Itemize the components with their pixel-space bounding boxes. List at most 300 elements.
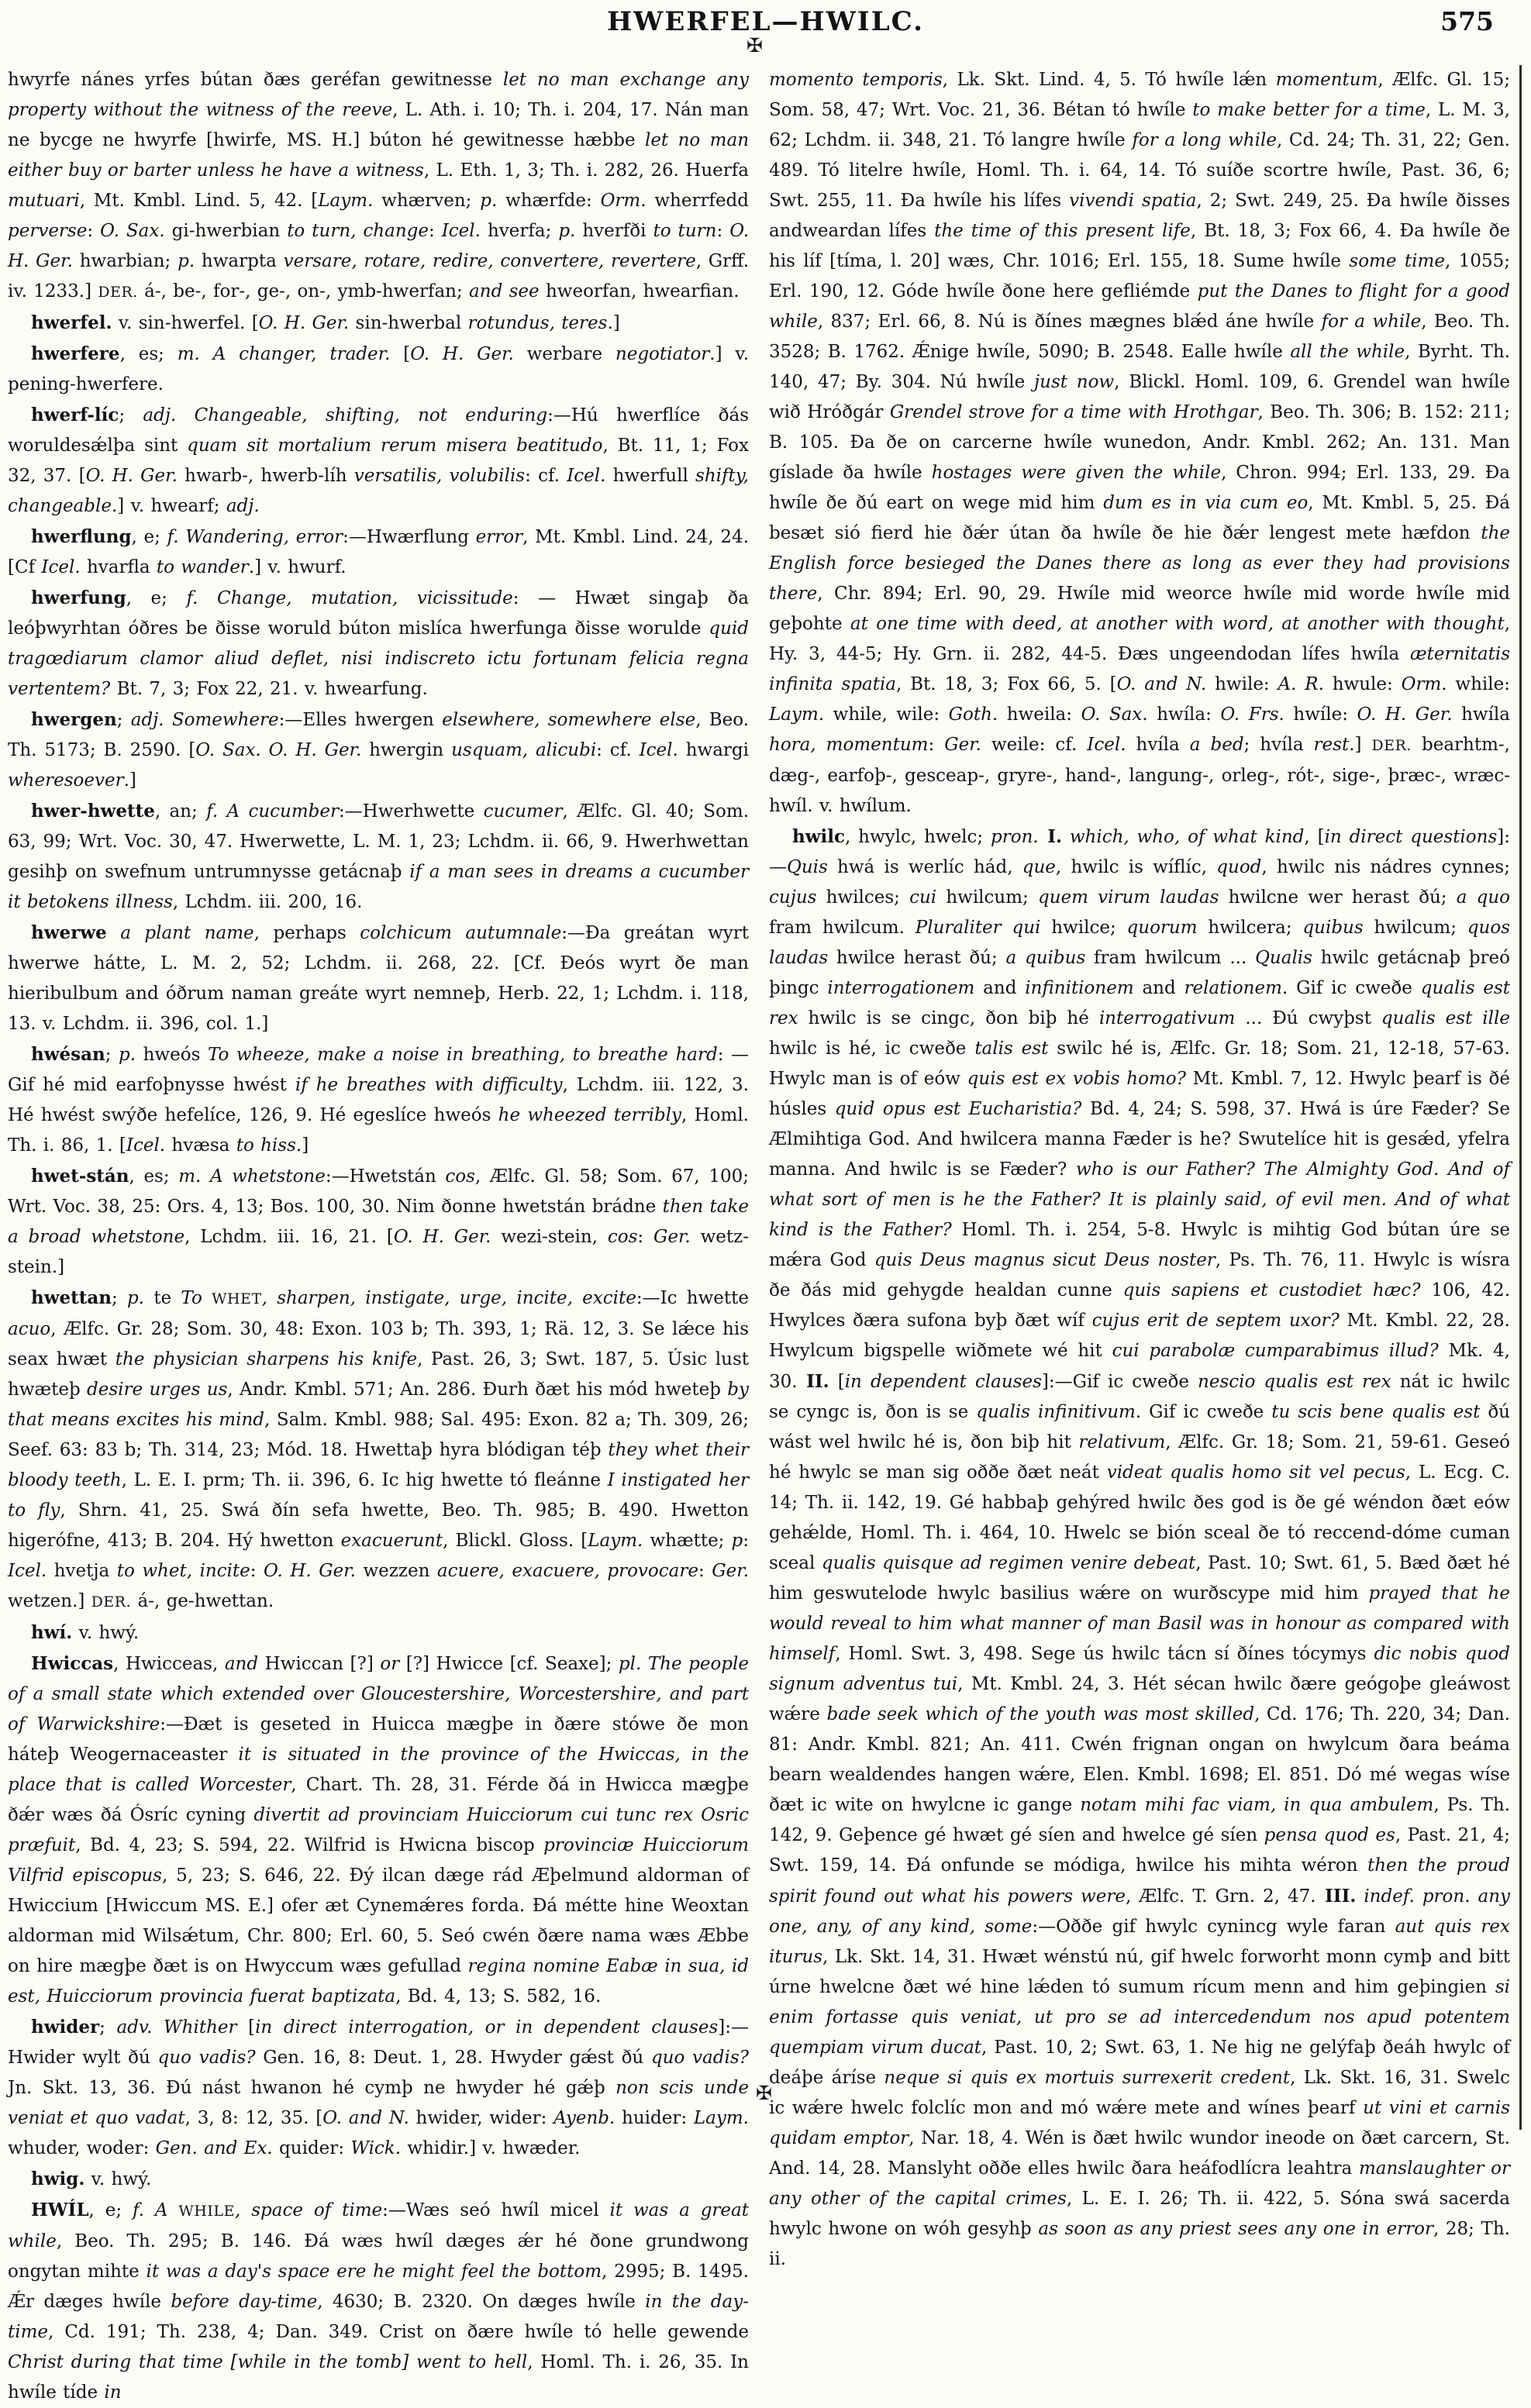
headword: I.: [1047, 826, 1062, 847]
text-run: , Salm. Kmbl. 988; Sal. 495: Exon. 82 a; Th. 309, 26; Seef. 63: 83 b; Th. 314, 23; Mód. 18. Hwettaþ hyra blódigan téþ: [8, 1410, 749, 1460]
text-run: , L. E. I. 26; Th. ii. 422, 5. Sóna swá sacerda hwylc hwone on wóh gesyhþ: [769, 2189, 1510, 2239]
text-run: ;: [105, 1045, 119, 1065]
text-run: , Homl. Th. i. 26, 35. In hwíle tíde: [8, 2352, 749, 2403]
text-run: : cf.: [596, 740, 640, 760]
text-run: O. H. Ger.: [264, 1561, 356, 1581]
text-run: , [: [1304, 827, 1325, 847]
text-run: error: [475, 527, 523, 547]
text-run: hwergin: [361, 740, 452, 760]
text-run: adv. Whither: [116, 2017, 237, 2038]
text-run: quibus: [1302, 918, 1364, 938]
text-run: WHILE: [178, 2203, 235, 2220]
headword: hwí.: [31, 1622, 73, 1643]
text-run: hwilc is se cingc, ðon biþ hé: [798, 1008, 1099, 1028]
text-run: hwilc is hé, ic cweðe: [769, 1039, 975, 1059]
text-run: Ger.: [944, 735, 981, 755]
text-run: :: [716, 221, 730, 241]
text-run: in: [104, 2382, 122, 2403]
text-run: weile: cf.: [981, 735, 1088, 755]
text-run: , Bt. 11, 1; Fox 32, 37. [: [8, 436, 749, 486]
dictionary-entry: [8, 339, 749, 400]
text-run: :: [250, 1561, 264, 1581]
text-run: quis sapiens et custodiet hæc?: [1122, 1280, 1421, 1300]
text-run: , Homl. Swt. 3, 498. Sege ús hwilc tácn sí ðínes tócymys: [835, 1644, 1374, 1664]
text-run: O. Frs.: [1220, 704, 1284, 725]
text-run: :—Hwærflung: [343, 527, 476, 547]
text-run: Grendel strove for a time with Hrothgar: [889, 402, 1258, 422]
text-run: rest: [1313, 735, 1350, 755]
headword: Hwiccas: [31, 1653, 114, 1674]
text-run: DER.: [1371, 737, 1412, 754]
dictionary-entry: [8, 522, 749, 583]
text-run: a quo: [1456, 887, 1510, 908]
text-run: , Beo. Th. 306; B. 152: 211; B. 105. Ða ðe on carcerne hwíle wunedon, Andr. Kmbl. 262; An. 131. Man gíslade ða hwíle: [769, 402, 1510, 483]
text-run: notam mihi fac viam, in qua ambulem: [1080, 1795, 1434, 1815]
text-run: a plant name: [120, 923, 254, 943]
text-run: , hwilc nis nádres cynnes;: [1261, 857, 1510, 877]
text-run: huider:: [615, 2108, 694, 2128]
text-run: , Ps. Th. 142, 9. Geþence gé hwæt gé síen and hwelce gé síen: [769, 1795, 1511, 1845]
text-run: Mk. 4, 30.: [769, 1341, 1510, 1392]
text-run: , e;: [88, 2200, 133, 2220]
text-run: : cf.: [525, 466, 567, 486]
text-run: aut quis rex iturus: [769, 1917, 1510, 1967]
text-run: , Cd. 176; Th. 220, 34; Dan. 81: Andr. Kmbl. 821; An. 411. Cwén frignan ongan on hwylcum ðara beáma bearn wealdendes hangen wǽre, Elen. Kmbl. 1698; El. 851. Dó mé wegas wíse ðæt ic wite on hwylcne ic gange: [769, 1704, 1510, 1815]
text-run: whidir.] v. hwæder.: [401, 2138, 581, 2158]
text-run: quam sit mortalium rerum misera beatitudo: [187, 436, 603, 456]
text-run: , Blickl. Gloss. [: [443, 1531, 588, 1551]
text-run: desire urges us: [87, 1380, 228, 1400]
text-run: , 4630; B. 2320. On dæges hwíle: [317, 2292, 646, 2312]
page-header: [0, 0, 1531, 65]
text-run: , Mt. Kmbl. 24, 3. Hét sécan hwilc ðære geógoþe gleáwost wǽre: [769, 1674, 1510, 1724]
text-run: it was a great while: [8, 2200, 749, 2251]
text-run: hwarpta: [195, 251, 284, 271]
text-run: , Mt. Kmbl. 5, 25. Ðá besæt sió fierd hie ðǽr útan ða hwíle ðe hie ðǽr lengest mete hæfdon: [769, 493, 1510, 543]
text-run: , 1055; Erl. 190, 12. Góde hwíle ðone here gefliémde: [769, 251, 1511, 301]
text-run: qualis infinitivum: [976, 1402, 1136, 1422]
text-run: , Ælfc. Gl. 40; Som. 63, 99; Wrt. Voc. 30, 47. Hwerwette, L. M. 1, 23; Lchdm. ii. 66, 9. Hwerhwettan gesihþ on swefnum untrumnysse getácnaþ: [8, 801, 750, 882]
text-run: hwargi: [678, 740, 749, 760]
text-run: Ger.: [712, 1561, 749, 1581]
text-run: Christ during that time [while in the tomb] went to hell: [8, 2352, 528, 2372]
text-run: hwilce herast ðú;: [828, 948, 1006, 968]
text-run: hwilcne wer herast ðú;: [1219, 887, 1457, 908]
text-run: :—Ða greátan wyrt hwerwe hátte, L. M. 2, 52; Lchdm. ii. 268, 22. [Cf. Ðeós wyrt ðe man hieribulbum and óðrum naman greáte wyrt nemneþ, Herb. 22, 1; Lchdm. i. 118, 13. v. Lchdm. ii. 396, col. 1.]: [8, 923, 749, 1034]
text-run: if he breathes with difficulty: [295, 1075, 563, 1095]
text-run: elsewhere, somewhere else: [442, 710, 696, 730]
text-run: in direct interrogation, or in dependent clauses: [255, 2017, 719, 2038]
text-run: , Cd. 191; Th. 238, 4; Dan. 349. Crist on ðære hwíle tó helle gewende: [48, 2322, 749, 2342]
text-run: : — Hwæt singaþ ða leóþwyrhtan óðres be ðisse woruld búton mislíca hwerfunga ðisse worulde: [8, 588, 750, 639]
text-run: [: [390, 344, 411, 364]
text-run: :: [87, 221, 101, 241]
text-run: , Lchdm. iii. 122, 3. Hé hwést swýðe hefelíce, 126, 9. Hé egeslíce hweós: [8, 1075, 749, 1125]
text-run: exacuerunt: [340, 1531, 443, 1551]
text-run: pl. The people of a small state which extended over Gloucestershire, Worcestershire, and part of Warwickshire: [8, 1654, 749, 1735]
text-run: ;: [99, 2017, 117, 2038]
text-run: Ger.: [653, 1227, 691, 1247]
text-run: Icel.: [1087, 735, 1126, 755]
text-run: as soon as any priest sees any one in error: [1038, 2219, 1433, 2239]
text-run: fram hwilcum ...: [1085, 948, 1256, 968]
text-run: Ayenb.: [553, 2108, 616, 2128]
text-run: prayed that he would reveal to him what manner of man Basil was in honour as compared with himself: [769, 1583, 1510, 1664]
text-run: videat qualis homo sit vel pecus: [1106, 1462, 1405, 1483]
text-run: , Hwicceas,: [113, 1654, 225, 1674]
text-run: O. Sax.: [100, 221, 165, 241]
text-run: :: [743, 1531, 750, 1551]
text-run: Pluraliter qui: [915, 918, 1041, 938]
text-run: and see: [469, 281, 540, 301]
text-run: [?] Hwicce [cf. Seaxe];: [399, 1654, 619, 1674]
text-run: regina nomine Eabæ in sua, id est, Huicciorum provincia fuerat baptizata: [8, 1956, 749, 2007]
text-run: pron.: [991, 827, 1039, 847]
text-run: :: [698, 1561, 712, 1581]
text-run: hwilcera;: [1197, 918, 1303, 938]
text-run: [1039, 827, 1048, 847]
text-run: O. H. Ger.: [258, 313, 350, 333]
text-run: cujus erit de septem uxor?: [1091, 1311, 1340, 1331]
text-run: it is situated in the province of the Hwiccas, in the place that is called Worcester: [8, 1745, 749, 1795]
dictionary-entry: [8, 704, 749, 796]
text-run: , Ps. Th. 76, 11. Hwylc is wísra ðe ðás mid gehygde healdan cunne: [769, 1250, 1511, 1300]
text-run: [: [236, 2017, 256, 2038]
text-run: hwíla:: [1147, 704, 1221, 725]
text-run: negotiator: [615, 344, 710, 364]
text-run: , L. M. 3, 62; Lchdm. ii. 348, 21. Tó langre hwíle: [769, 100, 1510, 150]
text-run: Goth.: [948, 704, 998, 725]
text-run: tu scis bene qualis est: [1271, 1402, 1481, 1422]
text-run: hverfði: [575, 221, 653, 241]
text-run: f. A cucumber: [206, 801, 339, 822]
text-run: if a man sees in dreams a cucumber it betokens illness: [8, 862, 749, 912]
text-run: , Bd. 4, 23; S. 594, 22. Wilfrid is Hwicna biscop: [75, 1835, 544, 1855]
text-run: before day-time: [171, 2292, 318, 2312]
text-run: .]: [123, 770, 136, 791]
headword: III.: [1325, 1886, 1357, 1907]
text-run: qualis est rex: [769, 978, 1510, 1028]
text-run: Mt. Kmbl. 7, 12. Hwylc þearf is ðé húsles: [769, 1069, 1510, 1119]
text-run: , Ælfc. T. Grn. 2, 47.: [1125, 1886, 1326, 1907]
text-run: :: [928, 735, 945, 755]
text-run: p.: [127, 1288, 145, 1308]
text-run: , Ælfc. Gl. 15; Som. 58, 47; Wrt. Voc. 21, 36. Bétan tó hwíle: [769, 70, 1510, 120]
text-run: quis Deus magnus sicut Deus noster: [874, 1250, 1215, 1270]
text-run: v. hwý.: [84, 2169, 152, 2189]
text-run: ]:—Hwider wylt ðú: [8, 2017, 750, 2068]
text-run: to hiss: [236, 1135, 296, 1156]
text-run: I instigated her to fly: [8, 1470, 749, 1521]
text-run: in dependent clauses: [844, 1372, 1042, 1392]
text-run: ut vini et carnis quidam emptor: [769, 2098, 1511, 2148]
text-run: the physician sharpens his knife: [115, 1349, 418, 1369]
text-run: quider:: [272, 2138, 351, 2158]
text-run: neque si quis ex mortuis surrexerit credent: [884, 2068, 1291, 2088]
right-column: [769, 65, 1510, 2408]
text-run: v. sin-hwerfel. [: [112, 313, 259, 333]
text-run: quod: [1216, 857, 1262, 877]
text-run: , Lchdm. iii. 16, 21. [: [184, 1227, 394, 1247]
text-run: wherrfedd: [646, 191, 750, 211]
text-run: , Blickl. Homl. 109, 6. Grendel wan hwíle wið Hróðgár: [769, 372, 1511, 422]
page-number: 575: [1440, 6, 1494, 36]
cross-ornament-top-icon: ✠: [747, 34, 763, 57]
text-run: just now: [1034, 372, 1115, 392]
text-run: hwarb-, hwerb-líh: [177, 466, 354, 486]
text-run: while:: [1447, 674, 1510, 694]
text-run: they whet their bloody teeth: [8, 1440, 749, 1490]
text-run: which, who, of what kind: [1062, 827, 1305, 847]
text-run: que: [1022, 857, 1056, 877]
text-run: ]:—Gif ic cweðe: [1041, 1372, 1198, 1392]
text-run: ;: [119, 405, 143, 425]
page-edge-line: [1519, 65, 1522, 2130]
text-run: bade seek which of the youth was most skilled: [826, 1704, 1255, 1724]
text-run: , sharpen, instigate, urge, incite, excite: [261, 1288, 636, 1308]
text-run: some time: [1349, 251, 1445, 271]
text-run: hwíla: [1452, 704, 1510, 725]
headword: hwer-hwette: [31, 801, 155, 822]
headword: HWÍL: [31, 2200, 89, 2220]
text-run: qualis quisque ad regimen venire debeat: [821, 1553, 1196, 1573]
text-run: , Bt. 18, 3; Fox 66, 4. Ða hwíle ðe his líf [tíma, l. 20] wæs, Chr. 1016; Erl. 155, 18. Sume hwíle: [769, 221, 1511, 271]
cross-ornament-bottom-icon: ✠: [756, 2082, 772, 2104]
text-run: :—Ic hwette: [636, 1288, 749, 1308]
text-run: shifty, changeable: [8, 466, 749, 516]
text-run: [1356, 1886, 1364, 1907]
text-run: swilc hé is, Ælfc. Gr. 18; Som. 21, 12-18, 57-63. Hwylc man is of eów: [769, 1039, 1510, 1089]
text-run: p.: [558, 221, 576, 241]
headword: hwergen: [31, 709, 117, 730]
text-run: , hwylc, hwelc;: [845, 827, 991, 847]
dictionary-entry: [8, 796, 749, 918]
dictionary-entry: [8, 1161, 749, 1283]
text-run: at one time with deed, at another with word, at another with thought: [850, 614, 1505, 634]
dictionary-entry: [769, 822, 1510, 2275]
text-run: To wheeze, make a noise in breathing, to breathe hard: [207, 1045, 718, 1065]
text-run: hvetja: [47, 1561, 117, 1581]
text-run: hora, momentum: [769, 735, 929, 755]
text-run: quid opus est Eucharistia?: [834, 1099, 1082, 1119]
text-run: hwilce;: [1040, 918, 1127, 938]
text-run: .] v. hwearf;: [111, 496, 226, 516]
text-run: Wick.: [350, 2138, 402, 2158]
text-run: , Homl. Th. i. 86, 1. [: [8, 1105, 749, 1156]
text-run: , Bt. 18, 3; Fox 66, 5. [: [896, 674, 1117, 694]
headword: hwerwe: [31, 922, 107, 943]
headword: hwet-stán: [31, 1166, 129, 1187]
text-run: , e;: [131, 527, 167, 547]
text-run: Icel.: [126, 1135, 166, 1156]
text-run: whætte;: [643, 1531, 732, 1551]
text-run: :—Elles hwergen: [278, 710, 443, 730]
text-run: p.: [119, 1045, 136, 1065]
text-run: .]: [1349, 735, 1372, 755]
dictionary-entry: [8, 400, 749, 522]
text-run: cujus: [769, 887, 817, 908]
text-run: :—Hú hwerflíce ðás woruldesǽlþa sint: [8, 405, 750, 456]
text-run: Quis: [787, 857, 828, 877]
text-run: , Lk. Skt. Lind. 4, 5. Tó hwíle lǽn: [942, 70, 1276, 90]
text-run: quo vadis?: [157, 2048, 256, 2068]
text-run: :—Ðæt is geseted in Huicca mægþe in ðære stówe ðe mon háteþ Weogernaceaster: [8, 1714, 749, 1765]
text-run: O. Sax.: [1081, 704, 1148, 725]
text-run: f. Wandering, error: [167, 527, 343, 547]
text-run: , Chart. Th. 28, 31. Férde ðá in Hwicca mægþe ðǽr wæs ðá Ósríc cyning: [8, 1775, 749, 1825]
text-run: , Chr. 894; Erl. 90, 29. Hwíle mid weorce hwíle mid worde hwíle mid geþohte: [769, 584, 1510, 634]
text-run: [107, 923, 120, 943]
entry-continuation: [8, 65, 749, 308]
text-run: , space of time: [234, 2200, 383, 2220]
text-run: Bd. 4, 24; S. 598, 37. Hwá is úre Fæder? Se Ælmihtiga God. And hwilcera manna Fæder is he? Swutelíce hit is gesǽd, yfelra manna. And hwilc is se Fæder?: [769, 1099, 1511, 1180]
dictionary-entry: [8, 2195, 749, 2408]
text-run: nescio qualis est rex: [1198, 1372, 1391, 1392]
text-run: whærfde:: [497, 191, 601, 211]
text-run: , Beo. Th. 3528; B. 1762. Ǽnige hwíle, 5090; B. 2548. Ealle hwíle: [769, 312, 1511, 362]
text-run: m. A whetstone: [178, 1166, 326, 1187]
text-run: v. hwý.: [72, 1623, 140, 1643]
text-run: hwilces;: [816, 887, 910, 908]
text-run: , perhaps: [253, 923, 360, 943]
text-run: mutuari: [8, 191, 80, 211]
text-run: cos: [607, 1227, 638, 1247]
dictionary-entry: [8, 1617, 749, 1648]
headword: hwésan: [31, 1044, 105, 1065]
text-run: quis est ex vobis homo?: [967, 1069, 1186, 1089]
text-run: :: [637, 1227, 653, 1247]
text-run: O. and N.: [1116, 674, 1207, 694]
text-run: all the while: [1290, 342, 1405, 362]
text-run: for a long while: [1132, 130, 1277, 150]
text-run: wetzen.]: [8, 1591, 91, 1611]
text-run: whuder, woder:: [8, 2138, 156, 2158]
page-title: HWERFEL—HWILC.: [607, 6, 924, 37]
text-run: , Hy. 3, 44-5; Hy. Grn. ii. 282, 44-5. Ðæs ungeendodan lífes hwíla: [769, 614, 1511, 664]
text-run: hostages were given the while: [931, 463, 1222, 483]
text-run: cui parabolæ cumparabimus illud?: [1112, 1341, 1439, 1361]
text-run: , es;: [119, 344, 178, 364]
text-run: , Beo. Th. 295; B. 146. Ðá wæs hwíl dæges ǽr hé ðone grundwong ongytan mihte: [8, 2231, 749, 2282]
headword: hwettan: [31, 1287, 112, 1308]
headword: hwig.: [31, 2169, 85, 2189]
text-run: O. H. Ger.: [393, 1227, 491, 1247]
text-run: , Lchdm. iii. 200, 16.: [172, 892, 363, 912]
text-run: hwíle:: [1284, 704, 1357, 725]
text-run: : — Gif hé mid earfoþnysse hwést: [8, 1045, 749, 1095]
text-run: .]: [295, 1135, 309, 1156]
text-run: momentum: [1275, 70, 1378, 90]
text-run: Hwiccan [?]: [258, 1654, 381, 1674]
text-run: ; hvíla: [1243, 735, 1314, 755]
text-run: , e;: [126, 588, 187, 608]
text-run: Gen. and Ex.: [155, 2138, 273, 2158]
headword: hwerflung: [31, 526, 132, 547]
text-run: .]: [607, 313, 620, 333]
text-run: O. H. Ger.: [1357, 704, 1453, 725]
text-run: dic nobis quod signum adventus tui: [769, 1644, 1510, 1694]
text-run: O. H. Ger.: [8, 221, 750, 271]
text-run: adj. Somewhere: [130, 710, 279, 730]
dictionary-entry: [8, 583, 749, 704]
text-run: , an;: [154, 801, 207, 822]
text-run: Icel.: [41, 557, 81, 577]
headword: II.: [806, 1371, 829, 1392]
text-run: :—Oððe gif hwylc cynincg wyle faran: [1032, 1917, 1395, 1937]
text-run: , Beo. Th. 5173; B. 2590. [: [8, 710, 750, 760]
text-run: interrogationem: [827, 978, 975, 998]
text-run: , 2995; B. 1495. Ǽr dæges hwíle: [8, 2262, 749, 2312]
text-run: divertit ad provinciam Huicciorum cui tunc rex Osric præfuit: [8, 1805, 750, 1855]
text-run: talis est: [974, 1039, 1049, 1059]
text-run: , Grff. iv. 1233.]: [8, 251, 750, 301]
text-run: p.: [178, 251, 195, 271]
text-run: gi-hwerbian: [164, 221, 288, 241]
text-run: it was a day's space ere he might feel the bottom: [146, 2262, 602, 2282]
text-run: á-, be-, for-, ge-, on-, ymb-hwerfan;: [137, 281, 470, 301]
text-run: hwarbian;: [72, 251, 178, 271]
text-run: hwule:: [1323, 674, 1402, 694]
text-run: quorum: [1126, 918, 1198, 938]
text-run: , 3, 8: 12, 35. [: [184, 2108, 323, 2128]
text-run: non scis unde veniat et quo vadat: [8, 2078, 749, 2128]
text-run: hwerfull: [605, 466, 696, 486]
text-run: adj.: [226, 496, 260, 516]
text-run: acuere, exacuere, provocare: [436, 1561, 698, 1581]
text-run: for a while: [1321, 312, 1422, 332]
text-run: ;: [112, 1288, 128, 1308]
text-run: to make better for a time: [1192, 100, 1426, 120]
text-run: hweorfan, hwearfian.: [539, 281, 740, 301]
text-run: wetz-stein.]: [8, 1227, 750, 1277]
text-run: p: [731, 1531, 743, 1551]
text-run: dum es in via cum eo: [1103, 493, 1309, 513]
text-run: , 2; Swt. 249, 25. Ða hwíle ðisses andweardan lífes: [769, 191, 1510, 241]
text-run: or: [380, 1654, 400, 1674]
text-run: usquam, alicubi: [451, 740, 597, 760]
text-run: f. Change, mutation, vicissitude: [186, 588, 513, 608]
text-run: who is our Father? The Almighty God. And of what sort of men is he the Father? It is plainly said, of evil men. And of what kind is the Father?: [769, 1159, 1510, 1240]
dictionary-entry: [8, 308, 749, 339]
text-run: to turn, change: [287, 221, 429, 241]
text-run: WHET: [212, 1290, 262, 1307]
text-run: to whet, incite: [116, 1561, 250, 1581]
text-run: á-, ge-hwettan.: [131, 1591, 274, 1611]
text-run: a bed: [1189, 735, 1244, 755]
text-run: werbare: [513, 344, 616, 364]
text-run: , Past. 10; Swt. 61, 5. Bæd ðæt hé him geswutelode hwylc basilius wǽre on wurðscype mid him: [769, 1553, 1510, 1604]
text-run: quo vadis?: [650, 2048, 749, 2068]
dictionary-entry: [8, 918, 749, 1039]
left-column: [8, 65, 749, 2408]
text-run: fram hwilcum.: [769, 918, 915, 938]
text-run: cos: [445, 1166, 475, 1187]
text-run: , Ælfc. Gr. 28; Som. 30, 48: Exon. 103 b; Th. 393, 1; Rä. 12, 3. Se lǽce his seax hwæt: [8, 1319, 749, 1369]
text-run: hwile:: [1206, 674, 1278, 694]
text-run: A. R.: [1278, 674, 1324, 694]
text-run: and: [974, 978, 1026, 998]
text-run: , Ælfc. Gl. 58; Som. 67, 100; Wrt. Voc. 38, 25: Ors. 4, 13; Bos. 100, 30. Nim ðonne hwetstán brádne: [8, 1166, 749, 1217]
text-run: let no man either buy or barter unless he have a witness: [8, 130, 750, 181]
text-run: then the proud spirit found out what his powers were: [769, 1855, 1511, 1907]
text-run: provinciæ Huicciorum Vilfrid episcopus: [8, 1835, 749, 1886]
text-run: Mt. Kmbl. 22, 28. Hwylcum bigspelle wiðmete wé hit: [769, 1311, 1510, 1361]
text-run: f. A: [132, 2200, 179, 2220]
text-run: O. and N.: [322, 2108, 409, 2128]
text-run: To: [181, 1288, 212, 1308]
text-run: p.: [480, 191, 498, 211]
text-run: æternitatis infinita spatia: [769, 644, 1510, 694]
